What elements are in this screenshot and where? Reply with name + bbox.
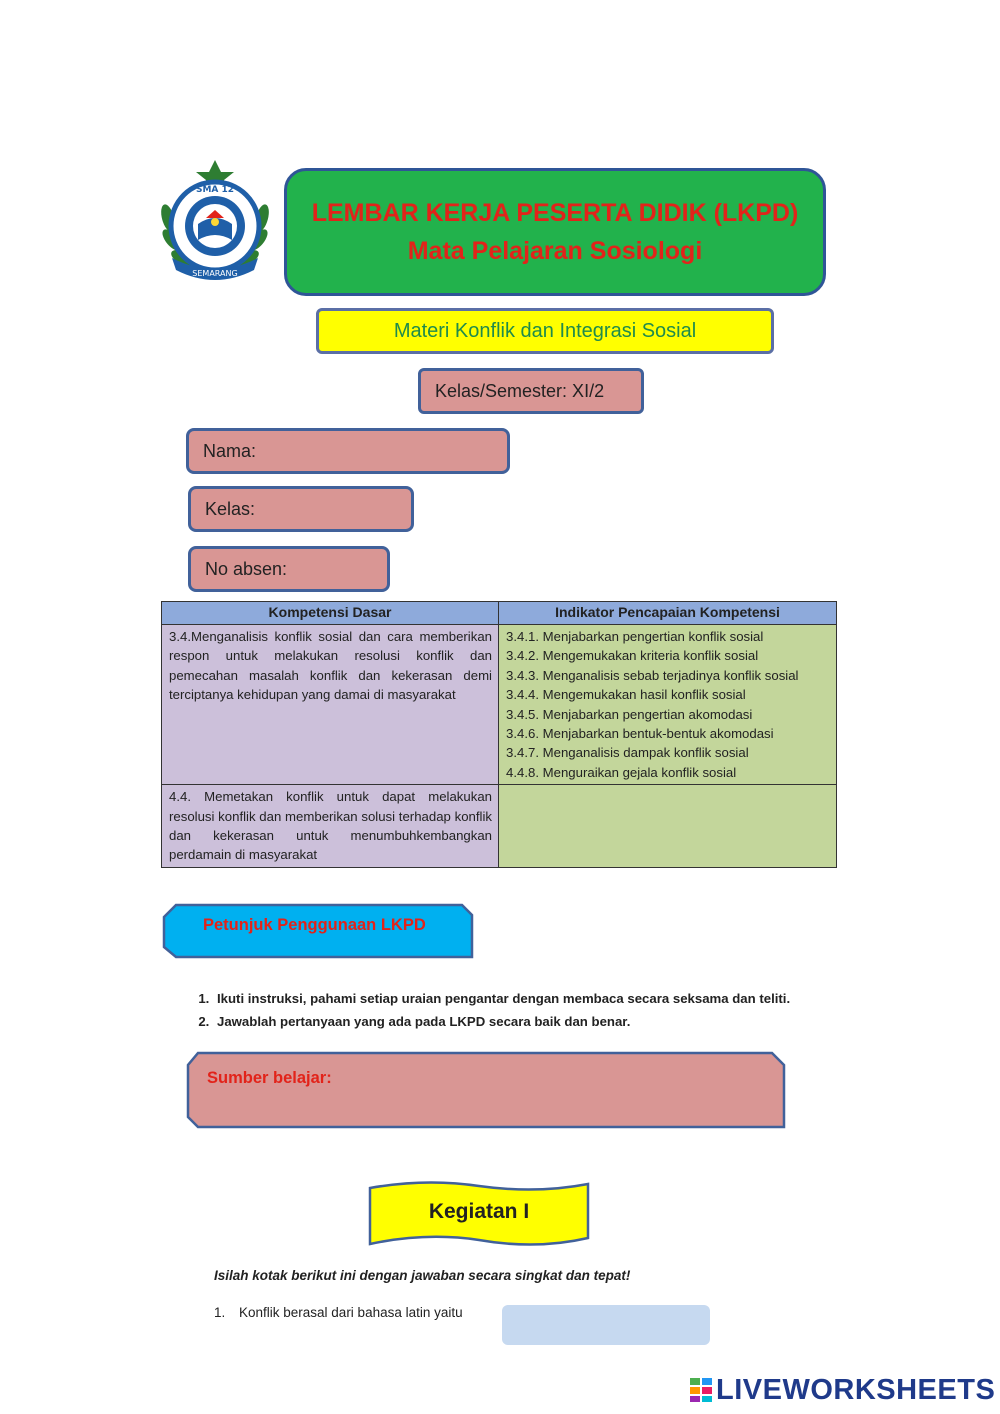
kelas-semester-text: Kelas/Semester: XI/2 [435,380,605,401]
liveworksheets-brand [690,1374,995,1406]
table-row [162,785,837,868]
question-text: Konflik berasal dari bahasa latin yaitu [239,1305,463,1320]
indicator-item: 3.4.7. Menganalisis dampak konflik sosial [506,745,749,761]
instruction-item: 2. Jawablah pertanyaan yang ada pada LKPD secara baik dan benar. [213,1010,790,1033]
header-kompetensi-dasar: Kompetensi Dasar [162,602,499,625]
header-indikator: Indikator Pencapaian Kompetensi [499,602,837,625]
title-line-1: LEMBAR KERJA PESERTA DIDIK (LKPD) [311,199,799,227]
table-header-row [162,602,837,625]
nama-label: Nama: [203,440,257,461]
kelas-label: Kelas: [205,498,256,519]
petunjuk-title: Petunjuk Penggunaan LKPD [203,916,426,934]
indicator-item: 4.4.8. Menguraikan gejala konflik sosial [506,764,737,780]
no-absen-field[interactable] [188,546,390,592]
school-logo [158,158,272,286]
competency-table [161,601,837,868]
indicator-item: 3.4.1. Menjabarkan pengertian konflik sosial [506,629,764,644]
indicator-cell [499,625,837,785]
kelas-field[interactable] [188,486,414,532]
indicator-cell-empty [499,785,837,868]
title-banner [284,168,826,296]
logo-city-text: SEMARANG [192,269,238,278]
kegiatan-title: Kegiatan I [428,1200,530,1223]
kegiatan-instruction: Isilah kotak berikut ini dengan jawaban secara singkat dan tepat! [214,1268,631,1283]
instruction-item: 1. Ikuti instruksi, pahami setiap uraian pengantar dengan membaca secara seksama dan teliti. [213,987,790,1010]
materi-text: Materi Konflik dan Integrasi Sosial [393,319,697,342]
title-line-2: Mata Pelajaran Sosiologi [407,237,703,265]
indicator-item: 3.4.5. Menjabarkan pengertian akomodasi [506,706,753,722]
nama-field[interactable] [186,428,510,474]
logo-school-text: SMA 12 [195,185,235,195]
question-number: 1. [214,1305,226,1320]
brand-text: LIVEWORKSHEETS [716,1373,996,1406]
kelas-semester-box [418,368,644,414]
liveworksheets-logo-icon [690,1378,712,1402]
instruction-list [187,987,790,1033]
indicator-item: 3.4.6. Menjabarkan bentuk-bentuk akomodasi [506,726,774,742]
kd-cell-4-4: 4.4. Memetakan konflik untuk dapat melakukan resolusi konflik dan memberikan solusi terhadap konflik dan kekerasan untuk menumbuhkembangkan perdamain di masyarakat [162,785,499,868]
indicator-item: 3.4.2. Mengemukakan kriteria konflik sosial [506,648,759,664]
materi-banner [316,308,774,354]
sumber-belajar-label: Sumber belajar: [207,1069,332,1087]
sumber-belajar-box [186,1051,786,1131]
table-row [162,625,837,785]
indicator-item: 3.4.4. Mengemukakan hasil konflik sosial [506,687,746,703]
answer-input-1[interactable] [502,1305,710,1345]
kd-cell-3-4: 3.4.Menganalisis konflik sosial dan cara memberikan respon untuk melakukan resolusi konflik dan pemecahan masalah konflik dan kekerasan demi terciptanya kehidupan yang damai di masyarakat [162,625,499,785]
no-absen-label: No absen: [205,558,288,579]
indicator-item: 3.4.3. Menganalisis sebab terjadinya konflik sosial [506,667,799,683]
